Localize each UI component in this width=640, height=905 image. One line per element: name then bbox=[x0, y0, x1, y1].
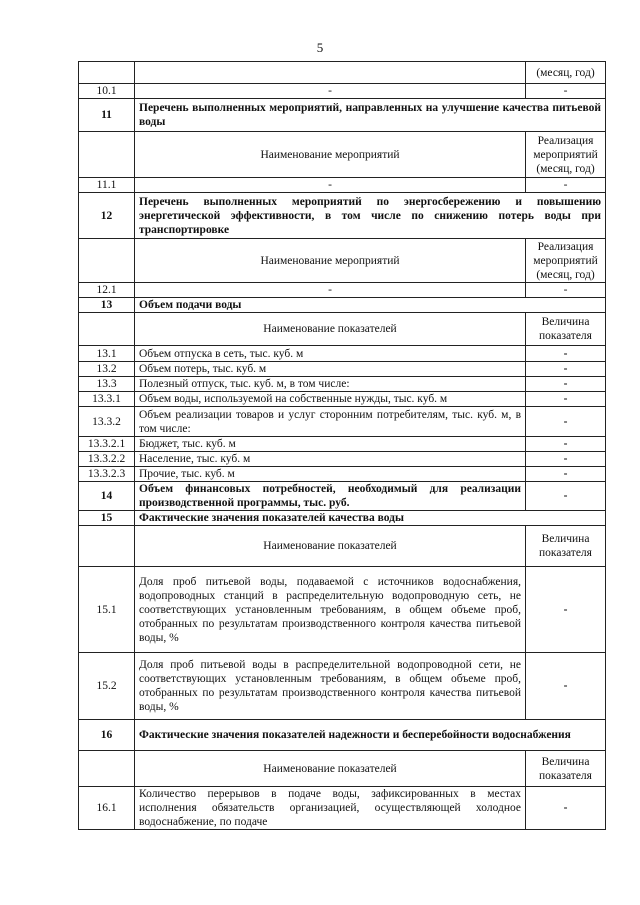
page-number: 5 bbox=[316, 40, 324, 55]
table-row bbox=[79, 362, 606, 377]
row-number: 11 bbox=[79, 99, 135, 132]
row-number: 13.1 bbox=[79, 346, 135, 362]
section-row bbox=[79, 298, 606, 313]
row-number bbox=[79, 62, 135, 84]
item-value: - bbox=[526, 84, 606, 99]
table-row bbox=[79, 787, 606, 830]
header-row bbox=[79, 526, 606, 567]
item-name: - bbox=[135, 84, 526, 99]
row-number: 12 bbox=[79, 193, 135, 239]
item-name: Объем финансовых потребностей, необходимый для реализации производственной программы, тыс. руб. bbox=[135, 482, 526, 511]
item-value: - bbox=[526, 482, 606, 511]
column-header-name: Наименование мероприятий bbox=[135, 239, 526, 283]
row-number: 13.3 bbox=[79, 377, 135, 392]
row-number: 16 bbox=[79, 720, 135, 751]
item-name: Прочие, тыс. куб. м bbox=[135, 467, 526, 482]
table-row bbox=[79, 467, 606, 482]
column-header-name: Наименование показателей bbox=[135, 313, 526, 346]
item-name: Население, тыс. куб. м bbox=[135, 452, 526, 467]
table-row bbox=[79, 392, 606, 407]
row-number bbox=[79, 132, 135, 178]
row-number: 16.1 bbox=[79, 787, 135, 830]
item-value: - bbox=[526, 407, 606, 437]
item-name: Объем воды, используемой на собственные нужды, тыс. куб. м bbox=[135, 392, 526, 407]
row-number bbox=[79, 751, 135, 787]
table-row bbox=[79, 437, 606, 452]
section-row bbox=[79, 720, 606, 751]
column-header-name: Наименование показателей bbox=[135, 526, 526, 567]
item-name: Объем отпуска в сеть, тыс. куб. м bbox=[135, 346, 526, 362]
row-number: 13 bbox=[79, 298, 135, 313]
item-value: - bbox=[526, 362, 606, 377]
item-value: - bbox=[526, 653, 606, 720]
item-name: Количество перерывов в подаче воды, зафиксированных в местах исполнения обязательств организацией, осуществляющей холодное водоснабжение, по подаче bbox=[135, 787, 526, 830]
header-row bbox=[79, 132, 606, 178]
column-header-name: Наименование показателей bbox=[135, 751, 526, 787]
table-row bbox=[79, 482, 606, 511]
row-number: 13.3.1 bbox=[79, 392, 135, 407]
row-number bbox=[79, 313, 135, 346]
row-number: 15 bbox=[79, 511, 135, 526]
row-number: 13.3.2.3 bbox=[79, 467, 135, 482]
table-row bbox=[79, 407, 606, 437]
table-row bbox=[79, 653, 606, 720]
column-header-value: Реализация мероприятий (месяц, год) bbox=[526, 132, 606, 178]
item-value: - bbox=[526, 567, 606, 653]
table-row bbox=[79, 283, 606, 298]
item-value: - bbox=[526, 437, 606, 452]
row-number: 13.2 bbox=[79, 362, 135, 377]
item-value: - bbox=[526, 392, 606, 407]
column-header-value: Величина показателя bbox=[526, 751, 606, 787]
item-name: Доля проб питьевой воды, подаваемой с источников водоснабжения, водопроводных станций в распределительную водопроводную сеть, не соответствующих установленным требованиям, в общем объеме проб, отобранных по результатам производственного контроля качества питьевой воды, % bbox=[135, 567, 526, 653]
item-value: - bbox=[526, 787, 606, 830]
item-name: Объем реализации товаров и услуг сторонним потребителям, тыс. куб. м, в том числе: bbox=[135, 407, 526, 437]
row-number: 13.3.2.2 bbox=[79, 452, 135, 467]
item-name: - bbox=[135, 283, 526, 298]
table-row bbox=[79, 567, 606, 653]
item-value: - bbox=[526, 283, 606, 298]
section-title: Объем подачи воды bbox=[135, 298, 606, 313]
item-value: (месяц, год) bbox=[526, 62, 606, 84]
row-number: 11.1 bbox=[79, 178, 135, 193]
header-row bbox=[79, 239, 606, 283]
item-name: Объем потерь, тыс. куб. м bbox=[135, 362, 526, 377]
row-number: 13.3.2 bbox=[79, 407, 135, 437]
column-header-value: Величина показателя bbox=[526, 313, 606, 346]
table-row bbox=[79, 452, 606, 467]
header-row bbox=[79, 751, 606, 787]
section-title: Перечень выполненных мероприятий по энергосбережению и повышению энергетической эффективности, в том числе по снижению потерь воды при транспортировке bbox=[135, 193, 606, 239]
item-name: Бюджет, тыс. куб. м bbox=[135, 437, 526, 452]
section-row bbox=[79, 99, 606, 132]
item-value: - bbox=[526, 452, 606, 467]
table-row bbox=[79, 84, 606, 99]
column-header-name: Наименование мероприятий bbox=[135, 132, 526, 178]
item-value: - bbox=[526, 467, 606, 482]
table-row bbox=[79, 178, 606, 193]
section-row bbox=[79, 193, 606, 239]
section-row bbox=[79, 511, 606, 526]
item-value: - bbox=[526, 178, 606, 193]
section-title: Фактические значения показателей качества воды bbox=[135, 511, 606, 526]
item-name bbox=[135, 62, 526, 84]
row-number bbox=[79, 526, 135, 567]
row-number: 12.1 bbox=[79, 283, 135, 298]
section-title: Фактические значения показателей надежности и бесперебойности водоснабжения bbox=[135, 720, 606, 751]
item-value: - bbox=[526, 346, 606, 362]
column-header-value: Реализация мероприятий (месяц, год) bbox=[526, 239, 606, 283]
item-name: Доля проб питьевой воды в распределительной водопроводной сети, не соответствующих установленным требованиям, в общем объеме проб, отобранных по результатам производственного контроля качества питьевой воды, % bbox=[135, 653, 526, 720]
row-number: 15.2 bbox=[79, 653, 135, 720]
item-name: - bbox=[135, 178, 526, 193]
report-table-body bbox=[79, 62, 606, 830]
row-number: 13.3.2.1 bbox=[79, 437, 135, 452]
item-name: Полезный отпуск, тыс. куб. м, в том числе: bbox=[135, 377, 526, 392]
section-title: Перечень выполненных мероприятий, направленных на улучшение качества питьевой воды bbox=[135, 99, 606, 132]
column-header-value: Величина показателя bbox=[526, 526, 606, 567]
table-row bbox=[79, 62, 606, 84]
row-number bbox=[79, 239, 135, 283]
table-row bbox=[79, 346, 606, 362]
item-value: - bbox=[526, 377, 606, 392]
header-row bbox=[79, 313, 606, 346]
row-number: 14 bbox=[79, 482, 135, 511]
table-row bbox=[79, 377, 606, 392]
report-table bbox=[78, 61, 606, 830]
row-number: 10.1 bbox=[79, 84, 135, 99]
row-number: 15.1 bbox=[79, 567, 135, 653]
